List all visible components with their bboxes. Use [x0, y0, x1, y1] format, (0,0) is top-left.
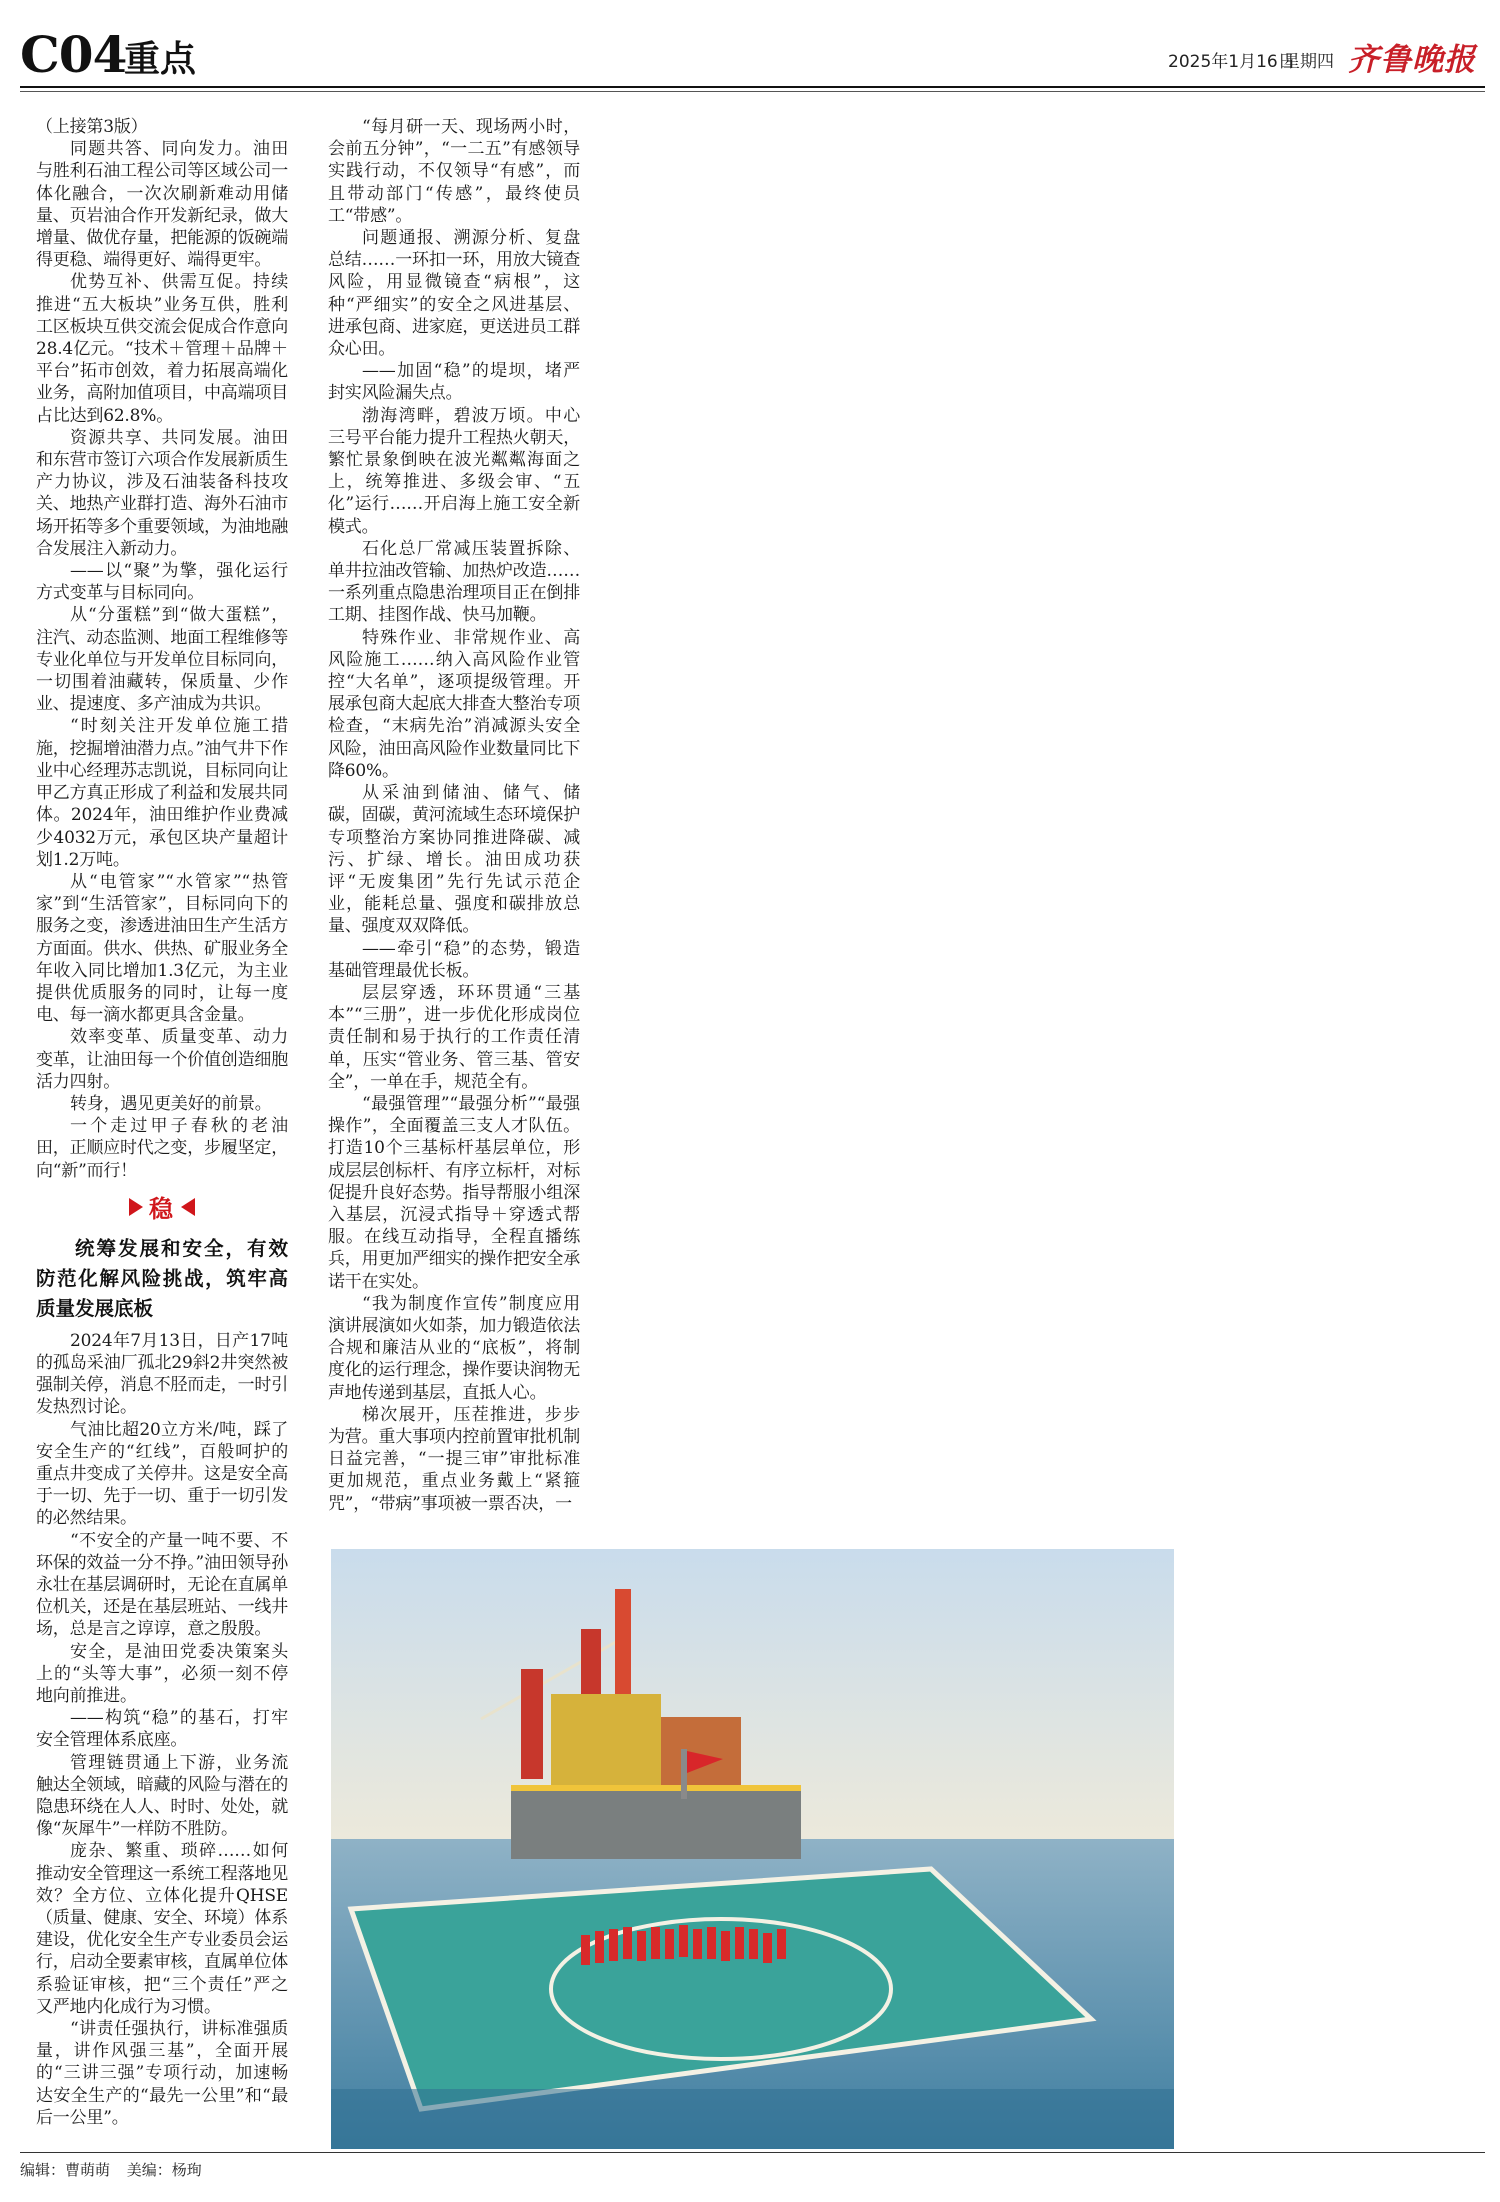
issue-weekday: 星期四	[1283, 52, 1334, 72]
article-paragraph: “不安全的产量一吨不要、不环保的效益一分不挣。”油田领导孙永壮在基层调研时，无论在直属单位机关，还是在基层班站、一线井场，总是言之谆谆，意之殷殷。	[36, 1530, 288, 1640]
subhead-text: 稳	[129, 1192, 195, 1226]
article-paragraph: 层层穿透，环环贯通“三基本”“三册”，进一步优化形成岗位责任制和易于执行的工作责任清单，压实“管业务、管三基、管安全”，一单在手，规范全有。	[328, 982, 580, 1092]
article-paragraph: “每月研一天、现场两小时，会前五分钟”，“一二五”有感领导实践行动，不仅领导“有感”，而且带动部门“传感”，最终使员工“带感”。	[328, 117, 580, 226]
editor-credit: 编辑：曹萌萌	[20, 2161, 111, 2179]
platform-illustration	[331, 1549, 1174, 2149]
article-paragraph: “讲责任强执行，讲标准强质量，讲作风强三基”，全面开展的“三讲三强”专项行动，加速畅达安全生产的“最先一公里”和“最后一公里”。	[36, 2019, 288, 2128]
article-paragraph: 效率变革、质量变革、动力变革，让油田每一个价值创造细胞活力四射。	[36, 1027, 288, 1092]
article-paragraph: “时刻关注开发单位施工措施，挖掘增油潜力点。”油气井下作业中心经理苏志凯说，目标同向让甲乙方真正形成了利益和发展共同体。2024年，油田维护作业费减少4032万元，承包区块产量超计划1.2万吨。	[36, 716, 288, 870]
offshore-platform-photo	[331, 1549, 1174, 2149]
article-paragraph: 从“分蛋糕”到“做大蛋糕”，注汽、动态监测、地面工程维修等专业化单位与开发单位目标同向，一切围着油藏转，保质量、少作业、提速度、多产油成为共识。	[36, 605, 288, 715]
sea-foreground	[331, 2089, 1174, 2149]
section-title: 重点	[124, 39, 197, 80]
article-paragraph: 同题共答、同向发力。油田与胜利石油工程公司等区域公司一体化融合，一次次刷新难动用储量、页岩油合作开发新纪录，做大增量、做优存量，把能源的饭碗端得更稳、端得更好、端得更牢。	[36, 139, 288, 271]
platform-deck-lower	[511, 1789, 801, 1859]
article-paragraph: 从采油到储油、储气、储碳，固碳，黄河流域生态环境保护专项整治方案协同推进降碳、减污、扩绿、增长。油田成功获评“无废集团”先行先试示范企业，能耗总量、强度和碳排放总量、强度双双降低。	[328, 783, 580, 937]
article-paragraph: ——牵引“稳”的态势，锻造基础管理最优长板。	[328, 938, 580, 981]
article-paragraph: 2024年7月13日，日产17吨的孤岛采油厂孤北29斜2井突然被强制关停，消息不胫而走，一时引发热烈讨论。	[36, 1330, 288, 1418]
subhead-stable	[36, 1192, 288, 1226]
article-paragraph: 从“电管家”“水管家”“热管家”到“生活管家”，目标同向下的服务之变，渗透进油田生产生活方方面面。供水、供热、矿服业务全年收入同比增加1.3亿元，为主业提供优质服务的同时，让每一度电、每一滴水都更具含金量。	[36, 871, 288, 1026]
column-2	[328, 116, 580, 1515]
article-paragraph: “最强管理”“最强分析”“最强操作”，全面覆盖三支人才队伍。打造10个三基标杆基层单位，形成层层创标杆、有序立标杆，对标促提升良好态势。指导帮服小组深入基层，沉浸式指导＋穿透式帮服。在线互动指导，全程直播练兵，用更加严细实的操作把安全承诺干在实处。	[328, 1093, 580, 1292]
crane-tower	[521, 1669, 543, 1779]
flagpole	[681, 1749, 687, 1799]
masthead-logo: 齐鲁晚报	[1348, 42, 1476, 78]
header-rule-thin	[20, 91, 1485, 92]
article-paragraph: ——构筑“稳”的基石，打牢安全管理体系底座。	[36, 1708, 288, 1751]
article-paragraph: 管理链贯通上下游，业务流触达全领域，暗藏的风险与潜在的隐患环绕在人人、时时、处处，就像“灰犀牛”一样防不胜防。	[36, 1752, 288, 1840]
article-paragraph: 资源共享、共同发展。油田和东营市签订六项合作发展新质生产力协议，涉及石油装备科技攻关、地热产业群打造、海外石油市场开拓等多个重要领域，为油地融合发展注入新动力。	[36, 427, 288, 559]
article-paragraph: 安全，是油田党委决策案头上的“头等大事”，必须一刻不停地向前推进。	[36, 1641, 288, 1706]
continued-note: （上接第3版）	[36, 117, 148, 137]
article-paragraph: 气油比超20立方米/吨，踩了安全生产的“红线”，百般呵护的重点井变成了关停井。这是安全高于一切、先于一切、重于一切引发的必然结果。	[36, 1419, 288, 1529]
article-paragraph: 庞杂、繁重、琐碎……如何推动安全管理这一系统工程落地见效？全方位、立体化提升QHSE（质量、健康、安全、环境）体系建设，优化安全生产专业委员会运行，启动全要素审核，直属单位体系验证审核，把“三个责任”严之又严地内化成行为习惯。	[36, 1841, 288, 2017]
header-rule	[20, 86, 1485, 88]
article-paragraph: 一个走过甲子春秋的老油田，正顺应时代之变，步履坚定，向“新”而行！	[36, 1116, 288, 1181]
issue-date: 2025年1月16日	[1168, 52, 1295, 72]
module-yellow	[551, 1694, 661, 1789]
designer-credit: 美编：杨珣	[126, 2161, 202, 2179]
lead-stable: 统筹发展和安全，有效防范化解风险挑战，筑牢高质量发展底板	[36, 1236, 288, 1320]
article-paragraph: 转身，遇见更美好的前景。	[70, 1093, 272, 1114]
article-paragraph: “我为制度作宣传”制度应用演讲展演如火如荼，加力锻造依法合规和廉洁从业的“底板”，将制度化的运行理念，操作要诀润物无声地传递到基层，直抵人心。	[328, 1293, 580, 1403]
column-1	[36, 116, 288, 2129]
article-paragraph: 石化总厂常减压装置拆除、单井拉油改管输、加热炉改造……一系列重点隐患治理项目正在倒排工期、挂图作战、快马加鞭。	[328, 538, 580, 626]
footer-credits	[20, 2158, 214, 2182]
article-paragraph: 渤海湾畔，碧波万顷。中心三号平台能力提升工程热火朝天，繁忙景象倒映在波光粼粼海面之上，统筹推进、多级会审、“五化”运行……开启海上施工安全新模式。	[328, 405, 580, 537]
article-paragraph: ——加固“稳”的堤坝，堵严封实风险漏失点。	[328, 361, 580, 404]
article-paragraph: 优势互补、供需互促。持续推进“五大板块”业务互供，胜利工区板块互供交流会促成合作意向28.4亿元。“技术＋管理＋品牌＋平台”拓市创效，着力拓展高端化业务，高附加值项目，中高端项目占比达到62.8%。	[36, 272, 288, 426]
article-paragraph: ——以“聚”为擎，强化运行方式变革与目标同向。	[36, 561, 288, 604]
article-paragraph: 梯次展开，压茬推进，步步为营。重大事项内控前置审批机制日益完善，“一提三审”审批标准更加规范，重点业务戴上“紧箍咒”，“带病”事项被一票否决，一	[328, 1404, 580, 1514]
deck-rail	[511, 1785, 801, 1791]
footer-rule	[20, 2152, 1485, 2153]
page-header	[0, 0, 1500, 96]
article-paragraph: 问题通报、溯源分析、复盘总结……一环扣一环，用放大镜查风险，用显微镜查“病根”，这种“严细实”的安全之风进基层、进承包商、进家庭，更送进员工群众心田。	[328, 228, 580, 360]
page-number: C04	[20, 25, 127, 84]
article-paragraph: 特殊作业、非常规作业、高风险施工……纳入高风险作业管控“大名单”，逐项提级管理。开展承包商大起底大排查大整治专项检查，“末病先治”消减源头安全风险，油田高风险作业数量同比下降60%。	[328, 627, 580, 781]
module-orange	[661, 1717, 741, 1789]
